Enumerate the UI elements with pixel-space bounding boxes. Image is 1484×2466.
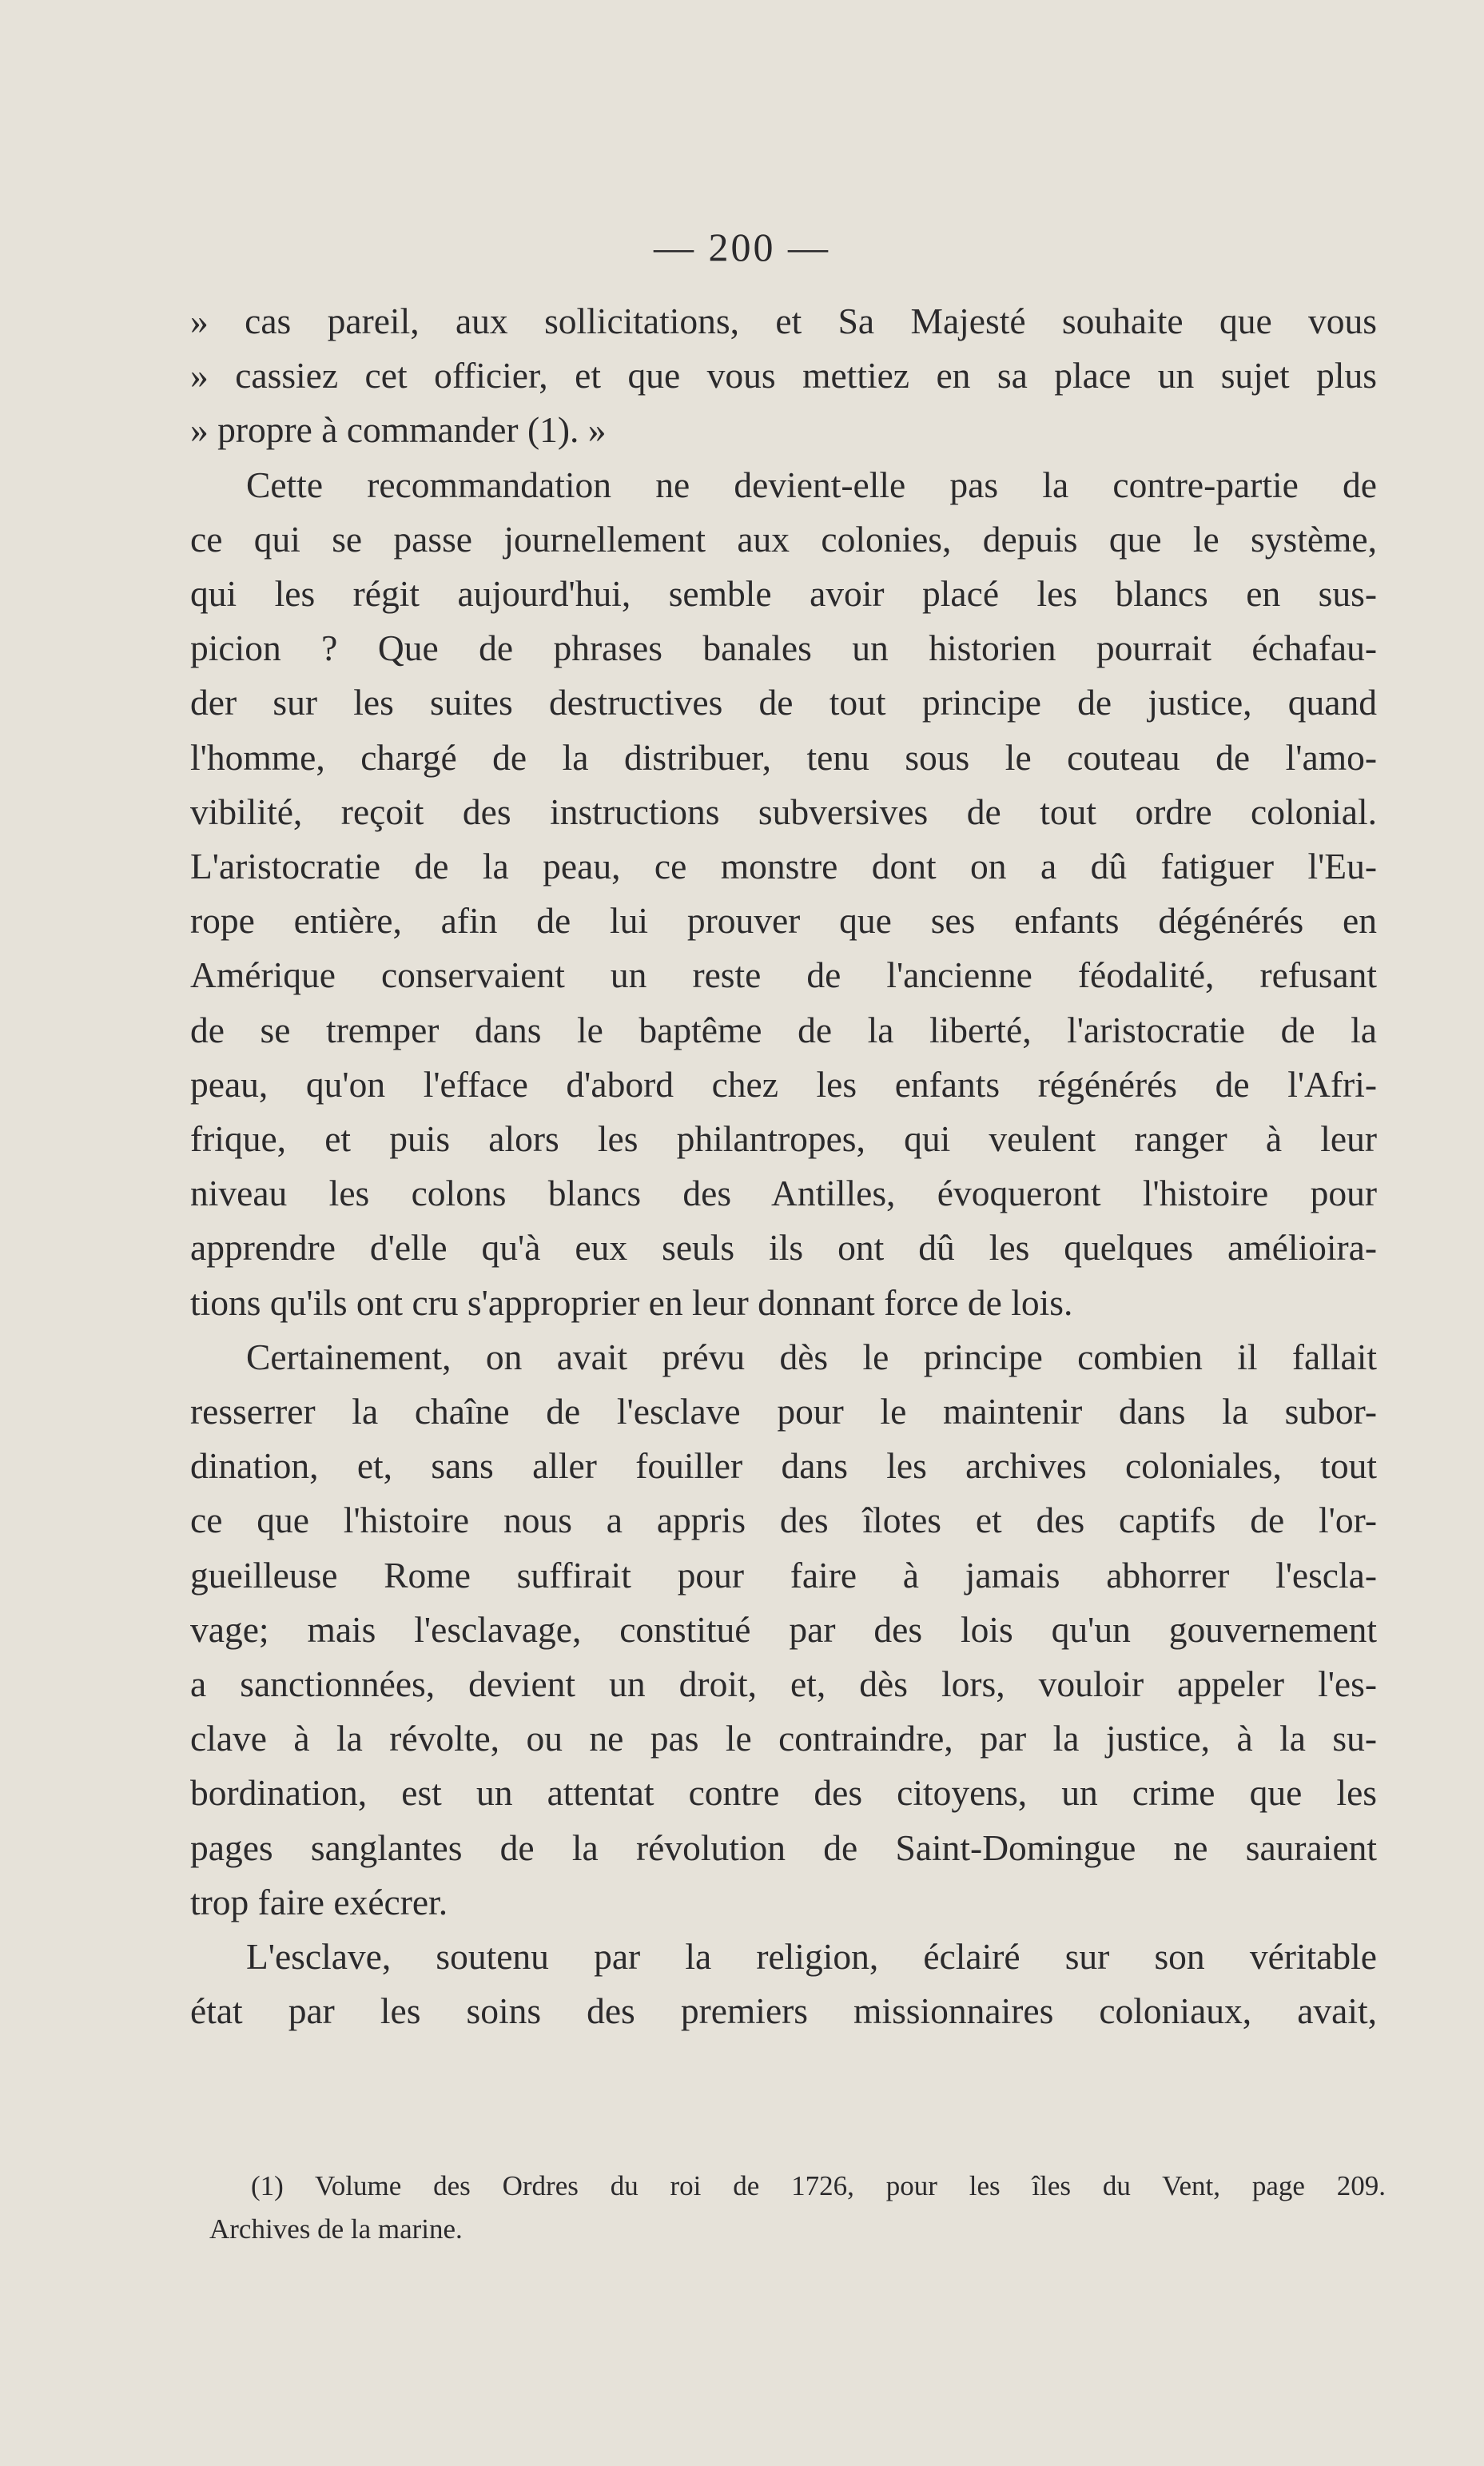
- text-line: vibilité, reçoit des instructions subversives de tout ordre colonial.: [190, 791, 1377, 832]
- text-line: ce que l'histoire nous a appris des îlotes et des captifs de l'or-: [190, 1500, 1377, 1541]
- body-text: [190, 294, 1377, 2039]
- text-line: » propre à commander (1). »: [190, 409, 607, 451]
- paragraph-start-line: Certainement, on avait prévu dès le principe combien il fallait: [246, 1336, 1377, 1377]
- text-line: rope entière, afin de lui prouver que ses enfants dégénérés en: [190, 900, 1377, 942]
- text-line: qui les régit aujourd'hui, semble avoir placé les blancs en sus-: [190, 573, 1377, 615]
- text-line: resserrer la chaîne de l'esclave pour le maintenir dans la subor-: [190, 1391, 1377, 1432]
- text-line: l'homme, chargé de la distribuer, tenu sous le couteau de l'amo-: [190, 736, 1377, 778]
- text-line: der sur les suites destructives de tout principe de justice, quand: [190, 682, 1377, 723]
- text-line: clave à la révolte, ou ne pas le contraindre, par la justice, à la su-: [190, 1718, 1377, 1759]
- text-line: frique, et puis alors les philantropes, qui veulent ranger à leur: [190, 1118, 1377, 1160]
- text-line: bordination, est un attentat contre des citoyens, un crime que les: [190, 1772, 1377, 1814]
- text-line: vage; mais l'esclavage, constitué par des lois qu'un gouvernement: [190, 1608, 1377, 1650]
- text-line: gueilleuse Rome suffirait pour faire à jamais abhorrer l'escla-: [190, 1554, 1377, 1596]
- text-line: niveau les colons blancs des Antilles, évoqueront l'histoire pour: [190, 1173, 1377, 1214]
- text-line: peau, qu'on l'efface d'abord chez les enfants régénérés de l'Afri-: [190, 1063, 1377, 1105]
- text-line: Amérique conservaient un reste de l'ancienne féodalité, refusant: [190, 954, 1377, 996]
- text-line: picion ? Que de phrases banales un historien pourrait échafau-: [190, 627, 1377, 669]
- text-line: dination, et, sans aller fouiller dans les archives coloniales, tout: [190, 1445, 1377, 1487]
- text-line: tions qu'ils ont cru s'approprier en leur donnant force de lois.: [190, 1281, 1073, 1323]
- footnote: [209, 2165, 1386, 2251]
- footnote-line: (1) Volume des Ordres du roi de 1726, pour les îles du Vent, page 209.: [251, 2170, 1386, 2201]
- text-line: » cas pareil, aux sollicitations, et Sa Majesté souhaite que vous: [190, 301, 1377, 341]
- page-number: — 200 —: [654, 225, 830, 269]
- text-line: apprendre d'elle qu'à eux seuls ils ont dû les quelques amélioira-: [190, 1227, 1377, 1269]
- text-line: trop faire exécrer.: [190, 1881, 448, 1922]
- text-line: » cassiez cet officier, et que vous mettiez en sa place un sujet plus: [190, 355, 1377, 396]
- paragraph-start-line: L'esclave, soutenu par la religion, éclairé sur son véritable: [246, 1936, 1377, 1978]
- text-line: pages sanglantes de la révolution de Saint-Domingue ne sauraient: [190, 1827, 1377, 1868]
- paragraph-start-line: Cette recommandation ne devient-elle pas la contre-partie de: [246, 464, 1377, 505]
- text-line: a sanctionnées, devient un droit, et, dès lors, vouloir appeler l'es-: [190, 1663, 1377, 1705]
- footnote-line: Archives de la marine.: [209, 2213, 463, 2245]
- text-line: état par les soins des premiers missionnaires coloniaux, avait,: [190, 1990, 1377, 2032]
- text-line: de se tremper dans le baptême de la liberté, l'aristocratie de la: [190, 1009, 1377, 1050]
- text-line: L'aristocratie de la peau, ce monstre dont on a dû fatiguer l'Eu-: [190, 846, 1377, 887]
- text-line: ce qui se passe journellement aux colonies, depuis que le système,: [190, 518, 1377, 560]
